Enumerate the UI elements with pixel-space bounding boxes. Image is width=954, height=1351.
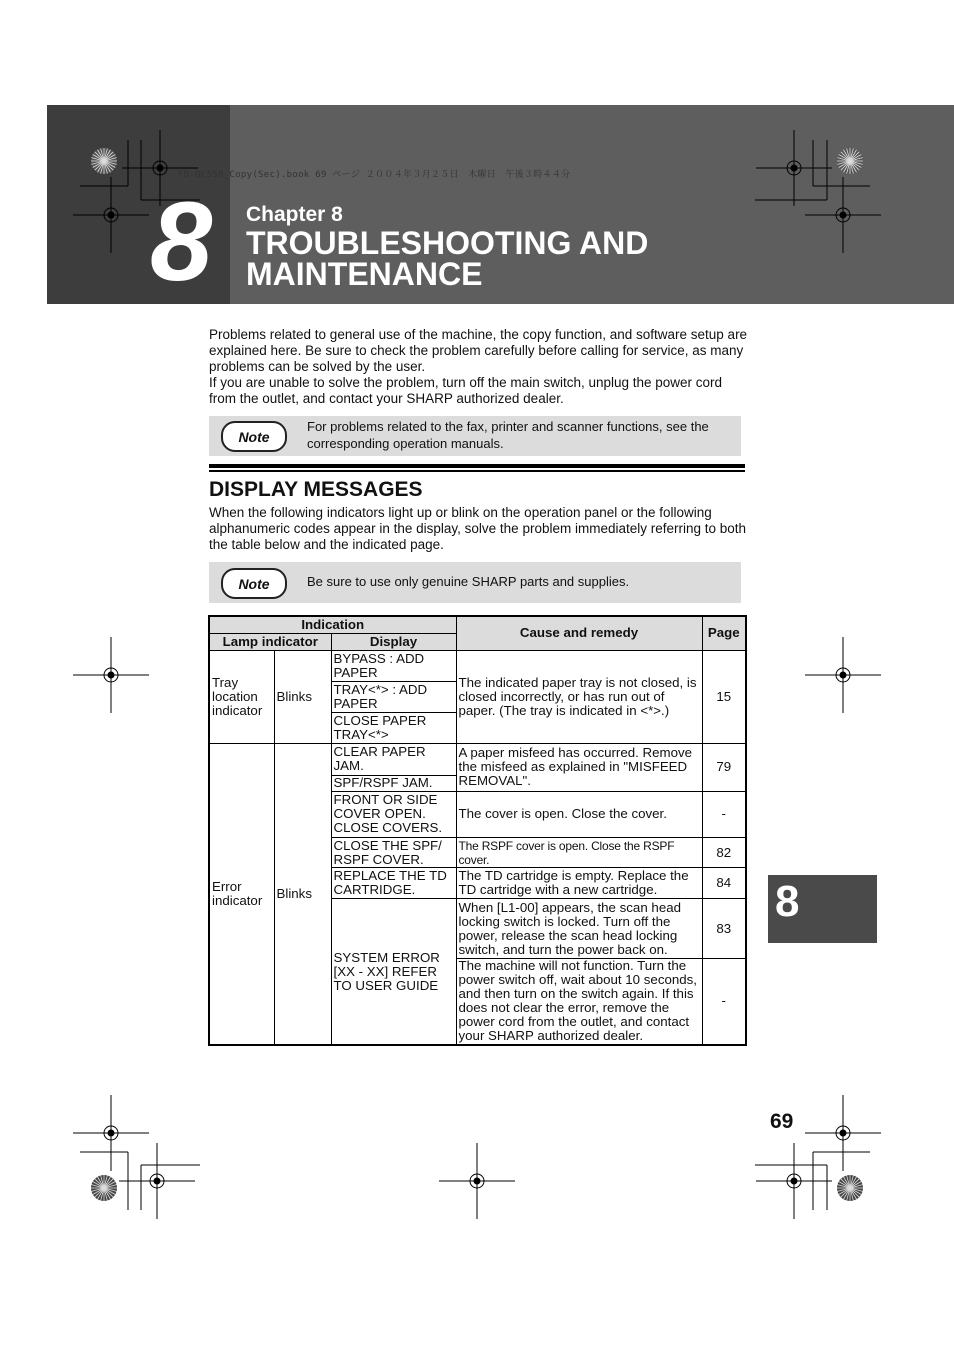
display-cell: CLOSE PAPER TRAY<*> bbox=[331, 713, 456, 744]
display-cell: REPLACE THE TD CARTRIDGE. bbox=[331, 868, 456, 899]
crosshair-mark bbox=[805, 637, 881, 713]
crosshair-mark bbox=[439, 1143, 515, 1219]
cause-cell: When [L1-00] appears, the scan head locking switch is locked. Turn off the power, release the scan head locking switch, and turn the power back on. bbox=[456, 899, 702, 958]
page-number: 69 bbox=[770, 1110, 794, 1133]
crosshair-mark bbox=[805, 177, 881, 253]
state-cell: Blinks bbox=[274, 744, 331, 1045]
cause-cell: The indicated paper tray is not closed, is closed incorrectly, or has run out of paper. (The tray is indicated in <*>.) bbox=[456, 650, 702, 744]
section-title: DISPLAY MESSAGES bbox=[209, 478, 423, 501]
chapter-side-tab-number: 8 bbox=[775, 877, 800, 926]
crosshair-mark bbox=[73, 1095, 149, 1171]
crosshair-mark bbox=[122, 130, 198, 206]
display-cell: FRONT OR SIDE COVER OPEN. CLOSE COVERS. bbox=[331, 791, 456, 837]
cause-cell: The cover is open. Close the cover. bbox=[456, 791, 702, 837]
display-cell: BYPASS : ADD PAPER bbox=[331, 650, 456, 681]
crosshair-mark bbox=[73, 177, 149, 253]
crosshair-mark bbox=[756, 130, 832, 206]
note-text: Be sure to use only genuine SHARP parts and supplies. bbox=[307, 574, 630, 589]
crosshair-mark bbox=[805, 1095, 881, 1171]
page-cell: 82 bbox=[702, 837, 746, 867]
chapter-label: Chapter 8 bbox=[246, 203, 343, 226]
crosshair-mark bbox=[119, 1143, 195, 1219]
header-indication: Indication bbox=[209, 616, 456, 633]
crosshair-mark bbox=[756, 1143, 832, 1219]
chapter-title: TROUBLESHOOTING AND MAINTENANCE bbox=[246, 225, 649, 292]
cause-cell: The machine will not function. Turn the power switch off, wait about 10 seconds, and then turn on the switch again. If this does not clear the error, remove the power cord from the outlet, and contact your SHARP authorized dealer. bbox=[456, 958, 702, 1045]
intro-paragraph: Problems related to general use of the machine, the copy function, and software setup are explained here. Be sure to check the problem carefully before calling for service, as many problems can be solved by the user. If you are unable to solve the problem, turn off the main switch, unplug the power cord from the outlet, and contact your SHARP authorized dealer. bbox=[209, 327, 748, 406]
crosshair-mark bbox=[73, 637, 149, 713]
display-cell: SPF/RSPF JAM. bbox=[331, 775, 456, 791]
section-body: When the following indicators light up or blink on the operation panel or the following alphanumeric codes appear in the display, solve the problem immediately referring to both the table below and the indicated page. bbox=[209, 505, 747, 552]
display-cell: TRAY<*> : ADD PAPER bbox=[331, 681, 456, 712]
page-cell: - bbox=[702, 791, 746, 837]
note-label: Note bbox=[238, 428, 270, 445]
header-cause: Cause and remedy bbox=[456, 616, 702, 650]
starburst-mark bbox=[91, 148, 117, 174]
cause-cell: A paper misfeed has occurred. Remove the misfeed as explained in "MISFEED REMOVAL". bbox=[456, 744, 702, 791]
note-label: Note bbox=[238, 575, 270, 592]
starburst-mark bbox=[837, 1175, 863, 1201]
note-text: For problems related to the fax, printer and scanner functions, see the corresponding operation manuals. bbox=[307, 419, 709, 451]
cause-cell: The RSPF cover is open. Close the RSPF cover. bbox=[456, 837, 702, 867]
page-cell: - bbox=[702, 958, 746, 1045]
header-page: Page bbox=[702, 616, 746, 650]
lamp-cell: Tray location indicator bbox=[209, 650, 274, 744]
page-cell: 15 bbox=[702, 650, 746, 744]
display-cell: CLEAR PAPER JAM. bbox=[331, 744, 456, 775]
starburst-mark bbox=[91, 1175, 117, 1201]
chapter-number: 8 bbox=[150, 179, 213, 304]
header-display: Display bbox=[331, 633, 456, 650]
starburst-mark bbox=[837, 148, 863, 174]
header-lamp: Lamp indicator bbox=[209, 633, 331, 650]
state-cell: Blinks bbox=[274, 650, 331, 744]
display-cell: CLOSE THE SPF/ RSPF COVER. bbox=[331, 837, 456, 867]
lamp-cell: Error indicator bbox=[209, 744, 274, 1045]
display-cell: SYSTEM ERROR [XX - XX] REFER TO USER GUIDE bbox=[331, 899, 456, 1045]
cause-cell: The TD cartridge is empty. Replace the TD cartridge with a new cartridge. bbox=[456, 868, 702, 899]
page-cell: 84 bbox=[702, 868, 746, 899]
page-cell: 83 bbox=[702, 899, 746, 958]
print-info-line: FO-DC550_Copy(Sec).book 69 ページ ２００４年３月２５日 木曜日 午後３時４４分 bbox=[178, 170, 571, 180]
page-cell: 79 bbox=[702, 744, 746, 791]
